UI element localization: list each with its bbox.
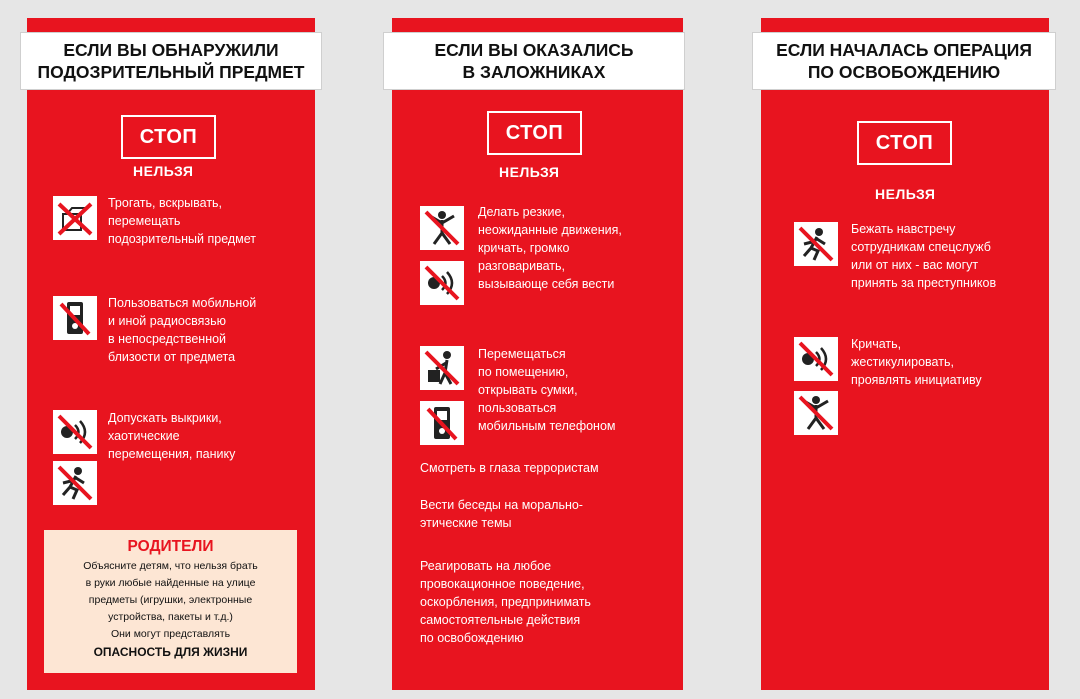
sudden-movement-icon — [794, 391, 838, 435]
package-icon — [53, 196, 97, 240]
forbidden-label: НЕЛЬЗЯ — [875, 186, 936, 202]
stop-sign: СТОП — [487, 111, 582, 155]
forbidden-item-text: Кричать, жестикулировать, проявлять инициативу — [851, 337, 982, 387]
forbidden-label: НЕЛЬЗЯ — [499, 164, 560, 180]
header-suspicious-object: ЕСЛИ ВЫ ОБНАРУЖИЛИ ПОДОЗРИТЕЛЬНЫЙ ПРЕДМЕТ — [20, 32, 322, 90]
stop-sign: СТОП — [121, 115, 216, 159]
running-person-icon — [53, 461, 97, 505]
forbidden-item-text: Пользоваться мобильной и иной радиосвязью в непосредственной близости от предмета — [108, 296, 257, 364]
stop-sign: СТОП — [857, 121, 952, 165]
forbidden-item-text: Вести беседы на морально- этические темы — [420, 498, 583, 530]
shouting-icon — [53, 410, 97, 454]
shouting-icon — [794, 337, 838, 381]
forbidden-item-text: Трогать, вскрывать, перемещать подозрительный предмет — [108, 196, 257, 246]
person-with-bag-icon — [420, 346, 464, 390]
mobile-phone-icon — [420, 401, 464, 445]
parents-title: РОДИТЕЛИ — [127, 538, 214, 555]
forbidden-item-text: Смотреть в глаза террористам — [420, 461, 599, 475]
header-rescue-operation: ЕСЛИ НАЧАЛАСЬ ОПЕРАЦИЯ ПО ОСВОБОЖДЕНИЮ — [752, 32, 1056, 90]
forbidden-item-text: Перемещаться по помещению, открывать сумки, пользоваться мобильным телефоном — [478, 347, 616, 433]
shouting-icon — [420, 261, 464, 305]
forbidden-item-text: Допускать выкрики, хаотические перемещения, панику — [108, 411, 236, 461]
forbidden-item-text: Делать резкие, неожиданные движения, кричать, громко разговаривать, вызывающе себя вести — [478, 205, 622, 291]
forbidden-item-text: Реагировать на любое провокационное поведение, оскорбления, предпринимать самостоятельные действия по освобождению — [420, 559, 591, 645]
running-person-icon — [794, 222, 838, 266]
sudden-movement-icon — [420, 206, 464, 250]
mobile-phone-icon — [53, 296, 97, 340]
forbidden-label: НЕЛЬЗЯ — [133, 163, 194, 179]
parents-text: Объясните детям, что нельзя брать в руки любые найденные на улице предметы (игрушки, электронные устройства, пакеты и т.д.) Они могут представлять — [83, 560, 258, 640]
parents-danger: ОПАСНОСТЬ ДЛЯ ЖИЗНИ — [93, 645, 248, 659]
header-hostage: ЕСЛИ ВЫ ОКАЗАЛИСЬ В ЗАЛОЖНИКАХ — [383, 32, 685, 90]
parents-notice — [44, 530, 297, 673]
forbidden-item-text: Бежать навстречу сотрудникам спецслужб или от них - вас могут принять за преступников — [851, 222, 997, 290]
